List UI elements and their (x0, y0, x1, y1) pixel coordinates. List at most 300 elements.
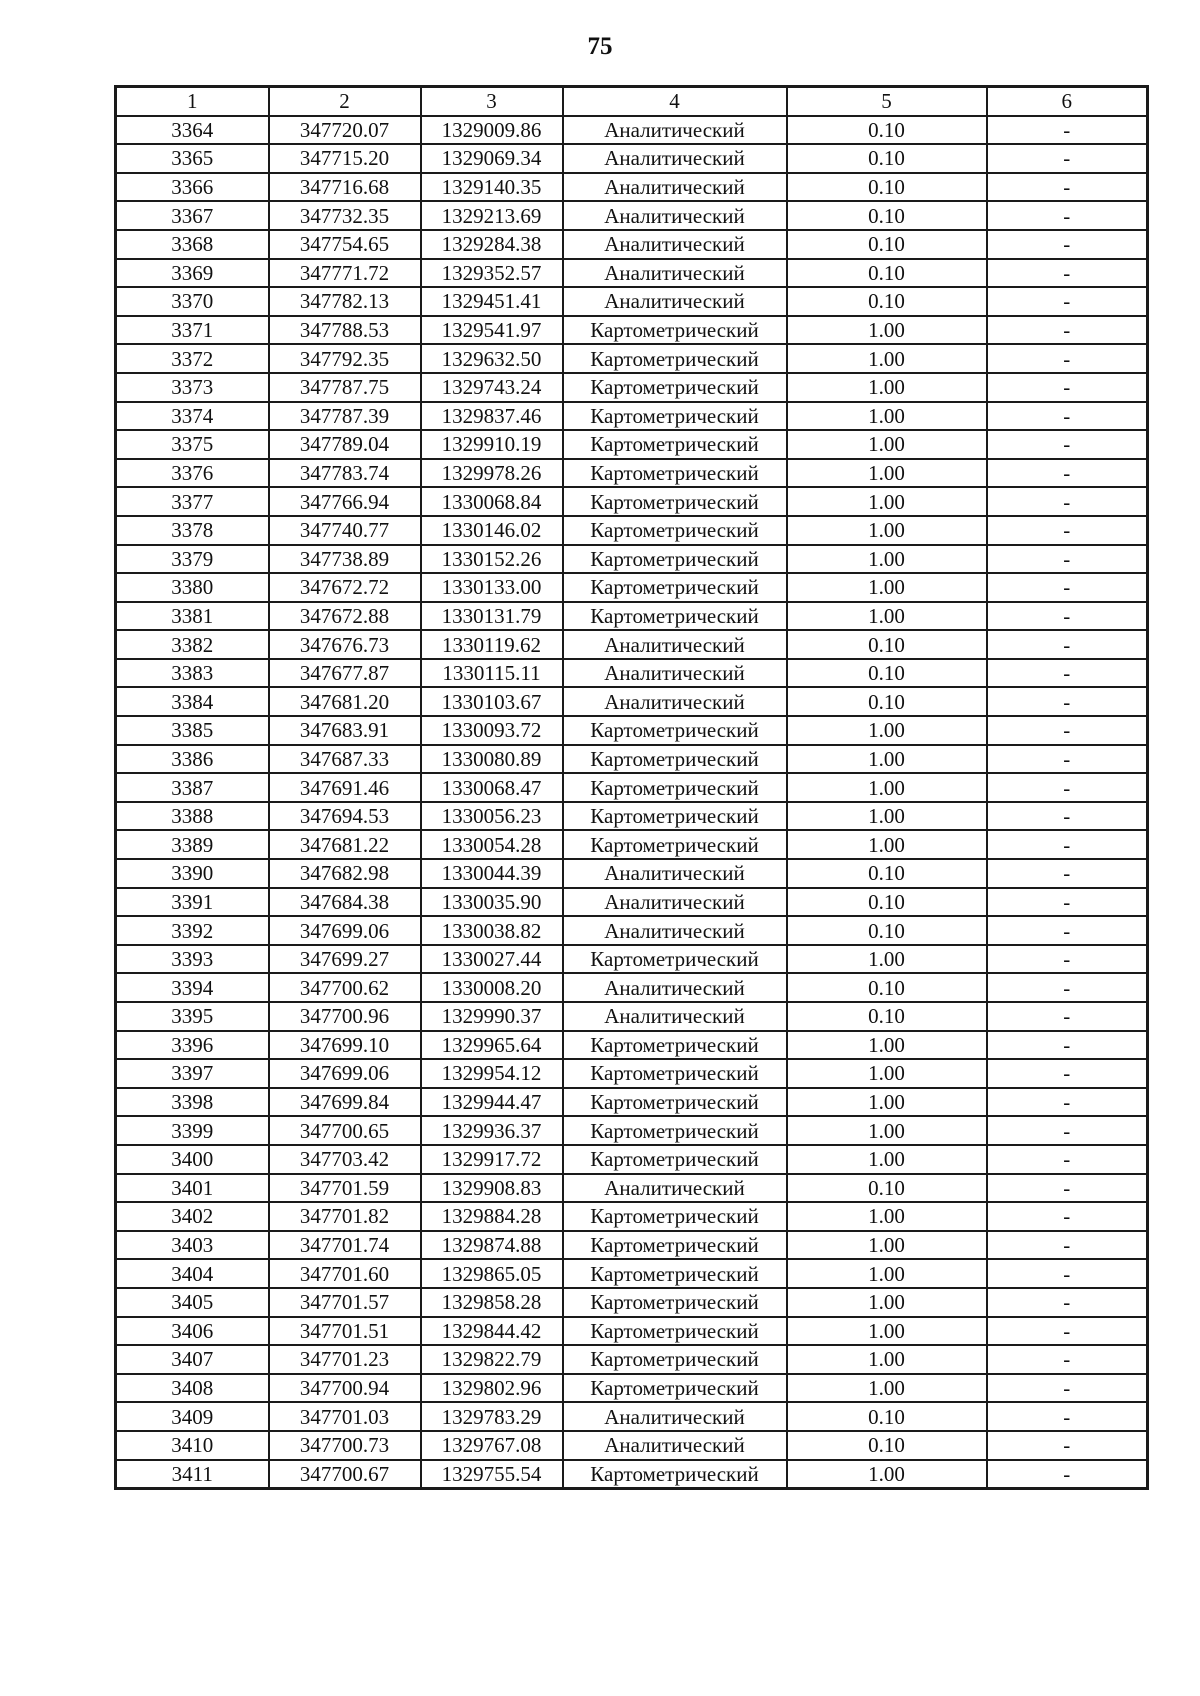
cell-note: - (987, 487, 1148, 516)
table-row (116, 1202, 1148, 1231)
cell-accuracy: 1.00 (787, 487, 987, 516)
table-header (116, 87, 1148, 116)
cell-point-number: 3395 (116, 1002, 269, 1031)
cell-y-coordinate: 1329632.50 (421, 344, 563, 373)
cell-point-number: 3366 (116, 173, 269, 202)
cell-x-coordinate: 347672.88 (269, 602, 421, 631)
cell-point-number: 3385 (116, 716, 269, 745)
cell-y-coordinate: 1329908.83 (421, 1174, 563, 1203)
table-row (116, 344, 1148, 373)
cell-point-number: 3384 (116, 687, 269, 716)
cell-y-coordinate: 1329802.96 (421, 1374, 563, 1403)
cell-y-coordinate: 1330080.89 (421, 745, 563, 774)
cell-note: - (987, 1460, 1148, 1489)
cell-y-coordinate: 1329990.37 (421, 1002, 563, 1031)
table-row (116, 1460, 1148, 1489)
table-row (116, 545, 1148, 574)
cell-accuracy: 1.00 (787, 745, 987, 774)
cell-x-coordinate: 347700.73 (269, 1431, 421, 1460)
table-row (116, 402, 1148, 431)
cell-accuracy: 0.10 (787, 888, 987, 917)
cell-y-coordinate: 1329858.28 (421, 1288, 563, 1317)
cell-accuracy: 1.00 (787, 945, 987, 974)
cell-accuracy: 1.00 (787, 1031, 987, 1060)
table-row (116, 259, 1148, 288)
cell-note: - (987, 459, 1148, 488)
cell-accuracy: 1.00 (787, 573, 987, 602)
cell-accuracy: 1.00 (787, 402, 987, 431)
column-header-3: 3 (421, 87, 563, 116)
cell-point-number: 3379 (116, 545, 269, 574)
cell-y-coordinate: 1329965.64 (421, 1031, 563, 1060)
cell-method: Картометрический (563, 344, 787, 373)
cell-x-coordinate: 347701.57 (269, 1288, 421, 1317)
cell-x-coordinate: 347701.23 (269, 1345, 421, 1374)
cell-note: - (987, 1031, 1148, 1060)
cell-x-coordinate: 347681.22 (269, 830, 421, 859)
table-row (116, 116, 1148, 145)
table-row (116, 1002, 1148, 1031)
cell-x-coordinate: 347701.03 (269, 1402, 421, 1431)
cell-y-coordinate: 1329844.42 (421, 1317, 563, 1346)
cell-y-coordinate: 1330103.67 (421, 687, 563, 716)
cell-accuracy: 0.10 (787, 1431, 987, 1460)
cell-x-coordinate: 347782.13 (269, 287, 421, 316)
cell-note: - (987, 287, 1148, 316)
cell-x-coordinate: 347787.75 (269, 373, 421, 402)
cell-method: Картометрический (563, 945, 787, 974)
cell-x-coordinate: 347771.72 (269, 259, 421, 288)
cell-note: - (987, 859, 1148, 888)
cell-y-coordinate: 1330119.62 (421, 630, 563, 659)
cell-note: - (987, 1231, 1148, 1260)
cell-method: Аналитический (563, 116, 787, 145)
table-row (116, 1059, 1148, 1088)
cell-y-coordinate: 1329755.54 (421, 1460, 563, 1489)
cell-note: - (987, 402, 1148, 431)
table-row (116, 888, 1148, 917)
cell-point-number: 3406 (116, 1317, 269, 1346)
cell-point-number: 3402 (116, 1202, 269, 1231)
table-row (116, 659, 1148, 688)
cell-accuracy: 0.10 (787, 144, 987, 173)
cell-y-coordinate: 1329213.69 (421, 201, 563, 230)
cell-y-coordinate: 1329910.19 (421, 430, 563, 459)
cell-point-number: 3365 (116, 144, 269, 173)
cell-y-coordinate: 1329884.28 (421, 1202, 563, 1231)
cell-accuracy: 1.00 (787, 1345, 987, 1374)
cell-accuracy: 0.10 (787, 859, 987, 888)
cell-point-number: 3404 (116, 1259, 269, 1288)
table-row (116, 201, 1148, 230)
cell-note: - (987, 545, 1148, 574)
cell-y-coordinate: 1330027.44 (421, 945, 563, 974)
cell-point-number: 3388 (116, 802, 269, 831)
cell-y-coordinate: 1329767.08 (421, 1431, 563, 1460)
cell-note: - (987, 259, 1148, 288)
cell-method: Картометрический (563, 373, 787, 402)
cell-y-coordinate: 1329451.41 (421, 287, 563, 316)
table-row (116, 173, 1148, 202)
table-row (116, 573, 1148, 602)
cell-accuracy: 1.00 (787, 1231, 987, 1260)
cell-x-coordinate: 347701.59 (269, 1174, 421, 1203)
cell-point-number: 3383 (116, 659, 269, 688)
cell-accuracy: 1.00 (787, 1145, 987, 1174)
cell-note: - (987, 1116, 1148, 1145)
cell-point-number: 3372 (116, 344, 269, 373)
cell-y-coordinate: 1330146.02 (421, 516, 563, 545)
column-header-4: 4 (563, 87, 787, 116)
cell-point-number: 3391 (116, 888, 269, 917)
cell-note: - (987, 1145, 1148, 1174)
cell-y-coordinate: 1329743.24 (421, 373, 563, 402)
cell-method: Аналитический (563, 1402, 787, 1431)
cell-x-coordinate: 347701.82 (269, 1202, 421, 1231)
cell-note: - (987, 373, 1148, 402)
cell-y-coordinate: 1330008.20 (421, 973, 563, 1002)
cell-method: Картометрический (563, 316, 787, 345)
cell-method: Картометрический (563, 545, 787, 574)
cell-method: Аналитический (563, 973, 787, 1002)
cell-x-coordinate: 347701.74 (269, 1231, 421, 1260)
cell-point-number: 3400 (116, 1145, 269, 1174)
cell-accuracy: 1.00 (787, 545, 987, 574)
cell-accuracy: 1.00 (787, 802, 987, 831)
cell-method: Аналитический (563, 916, 787, 945)
cell-note: - (987, 1431, 1148, 1460)
cell-accuracy: 1.00 (787, 1202, 987, 1231)
cell-point-number: 3407 (116, 1345, 269, 1374)
cell-method: Картометрический (563, 773, 787, 802)
table-row (116, 1431, 1148, 1460)
cell-accuracy: 0.10 (787, 687, 987, 716)
cell-x-coordinate: 347676.73 (269, 630, 421, 659)
cell-x-coordinate: 347681.20 (269, 687, 421, 716)
cell-point-number: 3386 (116, 745, 269, 774)
cell-method: Аналитический (563, 230, 787, 259)
cell-method: Картометрический (563, 430, 787, 459)
cell-x-coordinate: 347699.06 (269, 1059, 421, 1088)
cell-point-number: 3369 (116, 259, 269, 288)
cell-y-coordinate: 1329874.88 (421, 1231, 563, 1260)
cell-note: - (987, 830, 1148, 859)
cell-accuracy: 1.00 (787, 516, 987, 545)
cell-x-coordinate: 347754.65 (269, 230, 421, 259)
cell-x-coordinate: 347740.77 (269, 516, 421, 545)
cell-method: Аналитический (563, 287, 787, 316)
cell-note: - (987, 1202, 1148, 1231)
cell-accuracy: 1.00 (787, 1460, 987, 1489)
cell-point-number: 3367 (116, 201, 269, 230)
cell-y-coordinate: 1330093.72 (421, 716, 563, 745)
cell-method: Аналитический (563, 201, 787, 230)
table-row (116, 230, 1148, 259)
cell-note: - (987, 430, 1148, 459)
cell-note: - (987, 230, 1148, 259)
cell-method: Аналитический (563, 687, 787, 716)
cell-accuracy: 0.10 (787, 201, 987, 230)
cell-x-coordinate: 347677.87 (269, 659, 421, 688)
cell-point-number: 3401 (116, 1174, 269, 1203)
table-body (116, 116, 1148, 1489)
cell-x-coordinate: 347699.10 (269, 1031, 421, 1060)
cell-point-number: 3408 (116, 1374, 269, 1403)
cell-point-number: 3373 (116, 373, 269, 402)
cell-method: Аналитический (563, 144, 787, 173)
table-row (116, 316, 1148, 345)
cell-accuracy: 0.10 (787, 973, 987, 1002)
cell-method: Картометрический (563, 1116, 787, 1145)
cell-point-number: 3381 (116, 602, 269, 631)
cell-method: Картометрический (563, 745, 787, 774)
cell-accuracy: 1.00 (787, 830, 987, 859)
cell-method: Картометрический (563, 1145, 787, 1174)
column-header-1: 1 (116, 87, 269, 116)
cell-x-coordinate: 347715.20 (269, 144, 421, 173)
cell-method: Аналитический (563, 630, 787, 659)
cell-accuracy: 0.10 (787, 1402, 987, 1431)
cell-note: - (987, 973, 1148, 1002)
cell-point-number: 3375 (116, 430, 269, 459)
cell-note: - (987, 1402, 1148, 1431)
cell-y-coordinate: 1329140.35 (421, 173, 563, 202)
cell-accuracy: 1.00 (787, 344, 987, 373)
table-row (116, 859, 1148, 888)
cell-accuracy: 0.10 (787, 173, 987, 202)
cell-note: - (987, 1288, 1148, 1317)
cell-y-coordinate: 1330068.47 (421, 773, 563, 802)
cell-y-coordinate: 1330115.11 (421, 659, 563, 688)
cell-x-coordinate: 347684.38 (269, 888, 421, 917)
cell-x-coordinate: 347738.89 (269, 545, 421, 574)
cell-note: - (987, 144, 1148, 173)
table-row (116, 1031, 1148, 1060)
table-row (116, 1288, 1148, 1317)
table-row (116, 916, 1148, 945)
cell-x-coordinate: 347699.06 (269, 916, 421, 945)
cell-accuracy: 1.00 (787, 716, 987, 745)
cell-accuracy: 1.00 (787, 1059, 987, 1088)
cell-y-coordinate: 1329917.72 (421, 1145, 563, 1174)
cell-method: Картометрический (563, 802, 787, 831)
cell-point-number: 3382 (116, 630, 269, 659)
cell-note: - (987, 201, 1148, 230)
cell-method: Картометрический (563, 716, 787, 745)
cell-point-number: 3364 (116, 116, 269, 145)
cell-y-coordinate: 1329009.86 (421, 116, 563, 145)
cell-method: Картометрический (563, 1259, 787, 1288)
cell-accuracy: 1.00 (787, 773, 987, 802)
cell-point-number: 3377 (116, 487, 269, 516)
cell-point-number: 3370 (116, 287, 269, 316)
cell-x-coordinate: 347683.91 (269, 716, 421, 745)
cell-x-coordinate: 347787.39 (269, 402, 421, 431)
cell-method: Аналитический (563, 1174, 787, 1203)
cell-y-coordinate: 1329069.34 (421, 144, 563, 173)
cell-note: - (987, 745, 1148, 774)
cell-note: - (987, 316, 1148, 345)
cell-point-number: 3405 (116, 1288, 269, 1317)
cell-note: - (987, 116, 1148, 145)
cell-method: Аналитический (563, 1431, 787, 1460)
cell-note: - (987, 888, 1148, 917)
cell-accuracy: 0.10 (787, 259, 987, 288)
cell-y-coordinate: 1329822.79 (421, 1345, 563, 1374)
table-row (116, 287, 1148, 316)
table-row (116, 745, 1148, 774)
cell-accuracy: 0.10 (787, 630, 987, 659)
cell-x-coordinate: 347701.51 (269, 1317, 421, 1346)
cell-point-number: 3387 (116, 773, 269, 802)
cell-point-number: 3376 (116, 459, 269, 488)
cell-point-number: 3396 (116, 1031, 269, 1060)
cell-method: Картометрический (563, 516, 787, 545)
header-row (116, 87, 1148, 116)
cell-x-coordinate: 347672.72 (269, 573, 421, 602)
cell-x-coordinate: 347699.27 (269, 945, 421, 974)
cell-method: Картометрический (563, 1231, 787, 1260)
cell-note: - (987, 173, 1148, 202)
cell-note: - (987, 1002, 1148, 1031)
cell-x-coordinate: 347691.46 (269, 773, 421, 802)
cell-point-number: 3378 (116, 516, 269, 545)
cell-x-coordinate: 347699.84 (269, 1088, 421, 1117)
cell-y-coordinate: 1329954.12 (421, 1059, 563, 1088)
table-row (116, 144, 1148, 173)
cell-accuracy: 1.00 (787, 1088, 987, 1117)
cell-note: - (987, 773, 1148, 802)
cell-note: - (987, 716, 1148, 745)
cell-y-coordinate: 1330133.00 (421, 573, 563, 602)
cell-y-coordinate: 1330131.79 (421, 602, 563, 631)
cell-note: - (987, 802, 1148, 831)
cell-method: Картометрический (563, 1460, 787, 1489)
table-row (116, 1174, 1148, 1203)
cell-y-coordinate: 1330038.82 (421, 916, 563, 945)
cell-x-coordinate: 347703.42 (269, 1145, 421, 1174)
table-row (116, 630, 1148, 659)
cell-y-coordinate: 1330152.26 (421, 545, 563, 574)
cell-point-number: 3411 (116, 1460, 269, 1489)
column-header-6: 6 (987, 87, 1148, 116)
cell-point-number: 3394 (116, 973, 269, 1002)
cell-y-coordinate: 1330068.84 (421, 487, 563, 516)
cell-method: Картометрический (563, 1288, 787, 1317)
cell-y-coordinate: 1329284.38 (421, 230, 563, 259)
cell-x-coordinate: 347700.62 (269, 973, 421, 1002)
cell-y-coordinate: 1329352.57 (421, 259, 563, 288)
cell-note: - (987, 687, 1148, 716)
cell-accuracy: 0.10 (787, 1174, 987, 1203)
cell-point-number: 3389 (116, 830, 269, 859)
cell-x-coordinate: 347792.35 (269, 344, 421, 373)
table-row (116, 459, 1148, 488)
cell-point-number: 3398 (116, 1088, 269, 1117)
cell-x-coordinate: 347783.74 (269, 459, 421, 488)
cell-note: - (987, 1317, 1148, 1346)
cell-y-coordinate: 1330035.90 (421, 888, 563, 917)
cell-note: - (987, 1345, 1148, 1374)
cell-point-number: 3374 (116, 402, 269, 431)
cell-method: Аналитический (563, 659, 787, 688)
cell-accuracy: 1.00 (787, 1374, 987, 1403)
cell-method: Картометрический (563, 1088, 787, 1117)
cell-accuracy: 1.00 (787, 373, 987, 402)
table-row (116, 773, 1148, 802)
cell-x-coordinate: 347766.94 (269, 487, 421, 516)
cell-point-number: 3368 (116, 230, 269, 259)
cell-method: Картометрический (563, 487, 787, 516)
cell-point-number: 3380 (116, 573, 269, 602)
column-header-5: 5 (787, 87, 987, 116)
cell-y-coordinate: 1329936.37 (421, 1116, 563, 1145)
cell-point-number: 3403 (116, 1231, 269, 1260)
table-row (116, 1317, 1148, 1346)
cell-note: - (987, 573, 1148, 602)
cell-method: Картометрический (563, 1345, 787, 1374)
cell-y-coordinate: 1330056.23 (421, 802, 563, 831)
cell-accuracy: 0.10 (787, 1002, 987, 1031)
cell-point-number: 3390 (116, 859, 269, 888)
cell-y-coordinate: 1330054.28 (421, 830, 563, 859)
cell-accuracy: 0.10 (787, 287, 987, 316)
table-row (116, 1231, 1148, 1260)
cell-method: Картометрический (563, 402, 787, 431)
table-row (116, 1116, 1148, 1145)
table-row (116, 1145, 1148, 1174)
table-row (116, 1088, 1148, 1117)
table-row (116, 516, 1148, 545)
cell-method: Аналитический (563, 173, 787, 202)
table-row (116, 830, 1148, 859)
table-row (116, 716, 1148, 745)
cell-x-coordinate: 347700.65 (269, 1116, 421, 1145)
cell-y-coordinate: 1330044.39 (421, 859, 563, 888)
cell-note: - (987, 1259, 1148, 1288)
cell-y-coordinate: 1329783.29 (421, 1402, 563, 1431)
cell-accuracy: 1.00 (787, 459, 987, 488)
cell-x-coordinate: 347720.07 (269, 116, 421, 145)
cell-method: Картометрический (563, 1317, 787, 1346)
cell-point-number: 3393 (116, 945, 269, 974)
cell-method: Картометрический (563, 459, 787, 488)
table-row (116, 687, 1148, 716)
cell-accuracy: 1.00 (787, 1317, 987, 1346)
cell-method: Картометрический (563, 1374, 787, 1403)
table-row (116, 602, 1148, 631)
table-row (116, 430, 1148, 459)
cell-point-number: 3371 (116, 316, 269, 345)
cell-method: Картометрический (563, 602, 787, 631)
table-row (116, 1402, 1148, 1431)
cell-accuracy: 1.00 (787, 1116, 987, 1145)
cell-y-coordinate: 1329837.46 (421, 402, 563, 431)
table-row (116, 487, 1148, 516)
table-row (116, 945, 1148, 974)
cell-x-coordinate: 347701.60 (269, 1259, 421, 1288)
cell-x-coordinate: 347789.04 (269, 430, 421, 459)
cell-method: Аналитический (563, 259, 787, 288)
cell-x-coordinate: 347694.53 (269, 802, 421, 831)
cell-note: - (987, 630, 1148, 659)
cell-x-coordinate: 347700.94 (269, 1374, 421, 1403)
cell-note: - (987, 516, 1148, 545)
cell-point-number: 3399 (116, 1116, 269, 1145)
cell-note: - (987, 602, 1148, 631)
cell-note: - (987, 1088, 1148, 1117)
cell-y-coordinate: 1329978.26 (421, 459, 563, 488)
